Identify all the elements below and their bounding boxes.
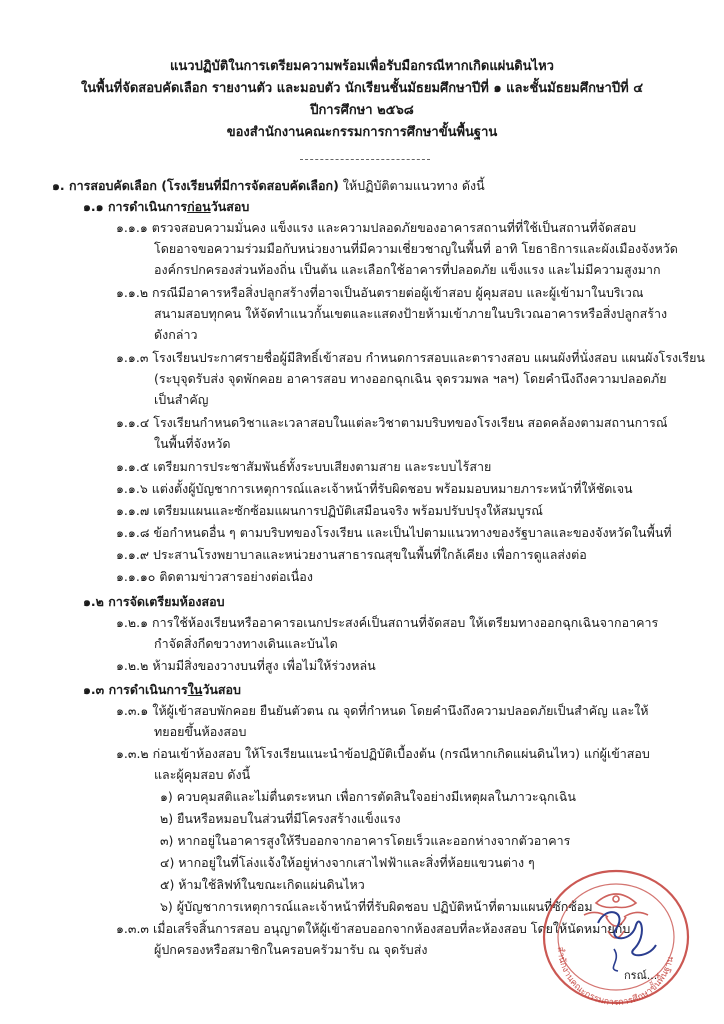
seal-graphic: [536, 865, 696, 1010]
list-item-1-1-8: ๑.๑.๘ ข้อกำหนดอื่น ๆ ตามบริบทของโรงเรียน และเป็นไปตามแนวทางของรัฐบาลและของจังหวัดในพื้นที่: [116, 525, 672, 540]
heading-underlined: ก่อน: [187, 199, 211, 214]
sub-item-5: ๕) ห้ามใช้ลิฟท์ในขณะเกิดแผ่นดินไหว: [160, 877, 365, 892]
list-item-1-1-9: ๑.๑.๙ ประสานโรงพยาบาลและหน่วยงานสาธารณสุขในพื้นที่ใกล้เคียง เพื่อการดูแลส่งต่อ: [116, 547, 587, 562]
list-item-1-1-1-cont: องค์กรปกครองส่วนท้องถิ่น เป็นต้น และเลือกใช้อาคารที่ปลอดภัย แข็งแรง และไม่มีความสูงมาก: [154, 262, 661, 277]
list-item-1-1-6: ๑.๑.๖ แต่งตั้งผู้บัญชาการเหตุการณ์และเจ้าหน้าที่รับผิดชอบ พร้อมมอบหมายภาระหน้าที่ให้ชัดเจน: [116, 481, 633, 496]
sub-item-6: ๖) ผู้บัญชาการเหตุการณ์และเจ้าหน้าที่ที่รับผิดชอบ ปฏิบัติหน้าที่ตามแผนที่ซักซ้อม: [160, 899, 593, 914]
list-item-1-1-3-cont: เป็นสำคัญ: [154, 392, 209, 407]
doc-title-line-4: ของสำนักงานคณะกรรมการการศึกษาขั้นพื้นฐาน: [226, 125, 498, 140]
list-item-1-1-3: ๑.๑.๓ โรงเรียนประกาศรายชื่อผู้มีสิทธิ์เข้าสอบ กำหนดการสอบและตารางสอบ แผนผังที่นั่งสอบ แผนผังโรงเรียน: [116, 350, 705, 365]
list-item-1-3-1-cont: ทยอยขึ้นห้องสอบ: [154, 724, 247, 739]
section-1-heading-tail: ให้ปฏิบัติตามแนวทาง ดังนี้: [342, 178, 485, 193]
section-1-1-heading: [83, 198, 249, 216]
list-item-1-1-1: ๑.๑.๑ ตรวจสอบความมั่นคง แข็งแรง และความปลอดภัยของอาคารสถานที่ที่ใช้เป็นสถานที่จัดสอบ: [116, 220, 637, 235]
list-item-1-2-1-cont: กำจัดสิ่งกีดขวางทางเดินและบันได: [154, 636, 338, 651]
seal-text: สำนักงานคณะกรรมการการศึกษาขั้นพื้นฐาน: [554, 946, 677, 1009]
sub-item-4: ๔) หากอยู่ในที่โล่งแจ้งให้อยู่ห่างจากเสาไฟฟ้าและสิ่งที่ห้อยแขวนต่าง ๆ: [160, 855, 535, 870]
title-separator: [300, 159, 430, 160]
list-item-1-3-2-cont: และผู้คุมสอบ ดังนี้: [154, 767, 251, 782]
list-item-1-1-10: ๑.๑.๑๐ ติดตามข่าวสารอย่างต่อเนื่อง: [116, 569, 313, 584]
garuda-emblem-icon: [584, 894, 648, 938]
doc-title-line-2: ในพื้นที่จัดสอบคัดเลือก รายงานตัว และมอบตัว นักเรียนชั้นมัธยมศึกษาปีที่ ๑ และชั้นมัธยมศึกษาปีที่ ๔: [80, 81, 644, 96]
heading-pre: ๑.๑ การดำเนินการ: [83, 199, 188, 214]
list-item-1-1-4: ๑.๑.๔ โรงเรียนกำหนดวิชาและเวลาสอบในแต่ละวิชาตามบริบทของโรงเรียน สอดคล้องตามสถานการณ์: [116, 415, 668, 430]
heading-pre: ๑.๓ การดำเนินการ: [83, 682, 188, 697]
list-item-1-1-2-cont: ดังกล่าว: [154, 327, 198, 342]
list-item-1-3-3-cont: ผู้ปกครองหรือสมาชิกในครอบครัวมารับ ณ จุดรับส่ง: [154, 942, 428, 957]
list-item-1-1-2: ๑.๑.๒ กรณีมีอาคารหรือสิ่งปลูกสร้างที่อาจเป็นอันตรายต่อผู้เข้าสอบ ผู้คุมสอบ และผู้เข้ามาในบริเวณ: [116, 285, 644, 300]
list-item-1-1-4-cont: ในพื้นที่จังหวัด: [154, 436, 231, 451]
sub-item-3: ๓) หากอยู่ในอาคารสูงให้รีบออกจากอาคารโดยเร็วและออกห่างจากตัวอาคาร: [160, 833, 571, 848]
section-1-heading-text: ๑. การสอบคัดเลือก (โรงเรียนที่มีการจัดสอบคัดเลือก): [52, 178, 339, 193]
list-item-1-3-1: ๑.๓.๑ ให้ผู้เข้าสอบพักคอย ยืนยันตัวตน ณ จุดที่กำหนด โดยคำนึงถึงความปลอดภัยเป็นสำคัญ และให้: [116, 703, 649, 718]
list-item-1-3-3: ๑.๓.๓ เมื่อเสร็จสิ้นการสอบ อนุญาตให้ผู้เข้าสอบออกจากห้องสอบที่ละห้องสอบ โดยให้นัดหมายกับ: [116, 921, 631, 936]
doc-title-line-3: ปีการศึกษา ๒๕๖๘: [310, 103, 414, 118]
list-item-1-3-2: ๑.๓.๒ ก่อนเข้าห้องสอบ ให้โรงเรียนแนะนำข้อปฏิบัติเบื้องต้น (กรณีหากเกิดแผ่นดินไหว) แก่ผู้เข้าสอบ: [116, 746, 650, 761]
initials-text: กรณ์...: [624, 969, 658, 982]
section-1-heading: [52, 177, 485, 195]
office-seal-stamp: [536, 865, 696, 1010]
doc-title-line-1: แนวปฏิบัติในการเตรียมความพร้อมเพื่อรับมือกรณีหากเกิดแผ่นดินไหว: [170, 59, 554, 74]
list-item-1-2-1: ๑.๒.๑ การใช้ห้องเรียนหรืออาคารอเนกประสงค์เป็นสถานที่จัดสอบ ให้เตรียมทางออกฉุกเฉินจากอาคาร: [116, 615, 659, 630]
list-item-1-1-3-cont: (ระบุจุดรับส่ง จุดพักคอย อาคารสอบ ทางออกฉุกเฉิน จุดรวมพล ฯลฯ) โดยคำนึงถึงความปลอดภัย: [154, 371, 667, 386]
list-item-1-1-7: ๑.๑.๗ เตรียมแผนและซักซ้อมแผนการปฏิบัติเสมือนจริง พร้อมปรับปรุงให้สมบูรณ์: [116, 503, 543, 518]
section-1-3-heading: [83, 681, 241, 699]
heading-underlined: ใน: [187, 682, 203, 697]
heading-post: วันสอบ: [202, 682, 241, 697]
list-item-1-1-1-cont: โดยอาจขอความร่วมมือกับหน่วยงานที่มีความเชี่ยวชาญในพื้นที่ อาทิ โยธาธิการและผังเมืองจังหวัด: [154, 241, 678, 256]
list-item-1-2-2: ๑.๒.๒ ห้ามมีสิ่งของวางบนที่สูง เพื่อไม่ให้ร่วงหล่น: [116, 658, 376, 673]
sub-item-2: ๒) ยืนหรือหมอบในส่วนที่มีโครงสร้างแข็งแรง: [160, 811, 401, 826]
list-item-1-1-5: ๑.๑.๕ เตรียมการประชาสัมพันธ์ทั้งระบบเสียงตามสาย และระบบไร้สาย: [116, 459, 492, 474]
heading-post: วันสอบ: [210, 199, 250, 214]
list-item-1-1-2-cont: สนามสอบทุกคน ให้จัดทำแนวกั้นเขตและแสดงป้ายห้ามเข้าภายในบริเวณอาคารหรือสิ่งปลูกสร้าง: [154, 306, 668, 321]
sub-item-1: ๑) ควบคุมสติและไม่ตื่นตระหนก เพื่อการตัดสินใจอย่างมีเหตุผลในภาวะฉุกเฉิน: [160, 789, 576, 804]
section-1-2-heading: ๑.๒ การจัดเตรียมห้องสอบ: [83, 594, 225, 609]
